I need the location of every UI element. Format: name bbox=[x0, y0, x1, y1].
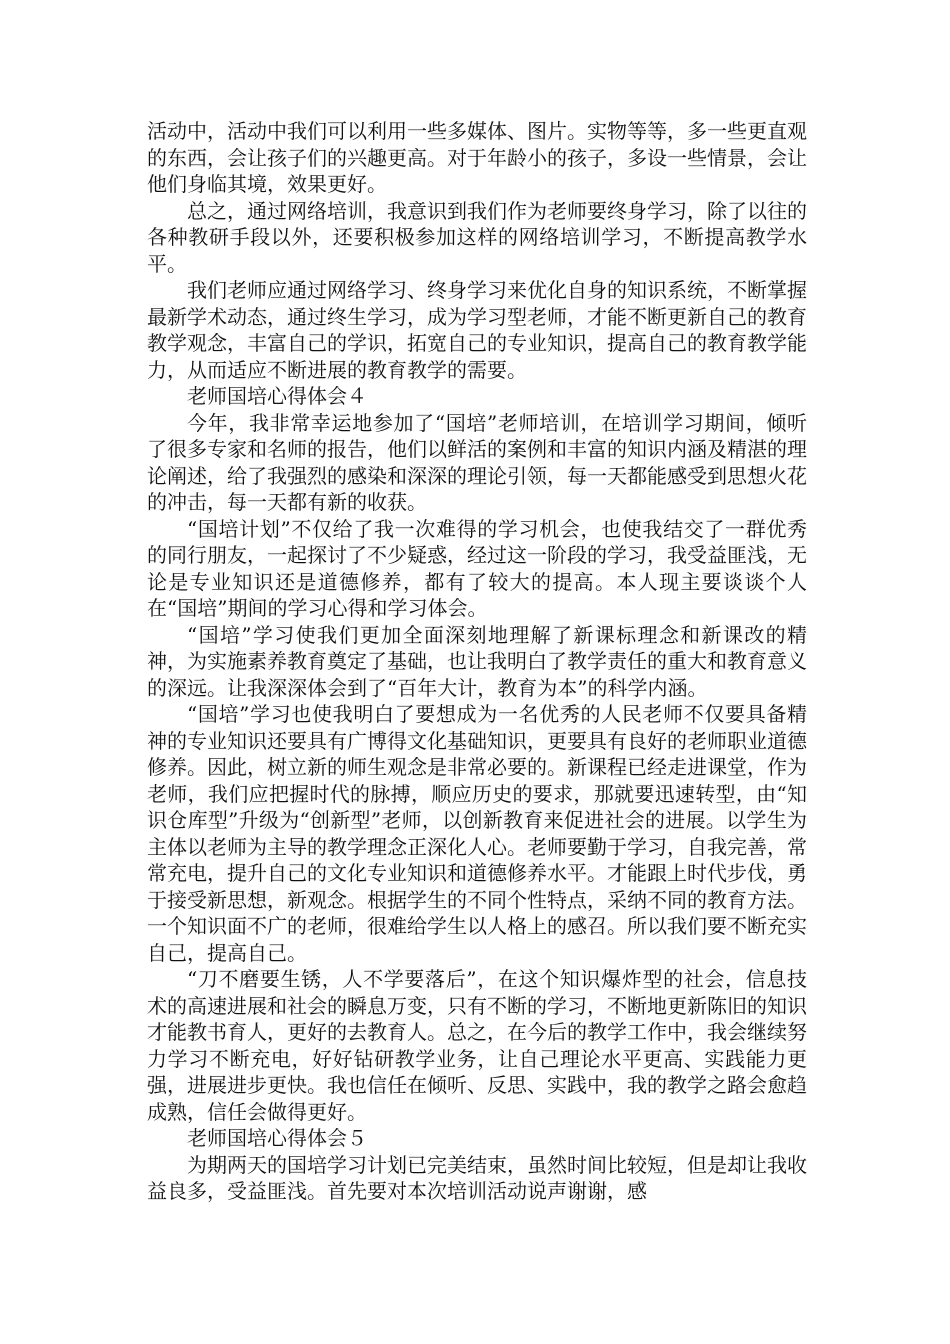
paragraph-continued: 活动中，活动中我们可以利用一些多媒体、图片。实物等等，多一些更直观的东西，会让孩子们的兴趣更高。对于年龄小的孩子，多设一些情景，会让他们身临其境，效果更好。 bbox=[147, 119, 807, 196]
paragraph-this-year: 今年，我非常幸运地参加了“国培”老师培训，在培训学习期间，倾听了很多专家和名师的报告，他们以鲜活的案例和丰富的知识内涵及精湛的理论阐述，给了我强烈的感染和深深的理论引领，每一天都能感受到思想火花的冲击，每一天都有新的收获。 bbox=[147, 410, 807, 514]
paragraph-excellent-teacher: “国培”学习也使我明白了要想成为一名优秀的人民老师不仅要具备精神的专业知识还要具有广博得文化基础知识，更要具有良好的老师职业道德修养。因此，树立新的师生观念是非常必要的。新课程已经走进课堂，作为老师，我们应把握时代的脉搏，顺应历史的要求，那就要迅速转型，由“知识仓库型”升级为“创新型”老师，以创新教育来促进社会的进展。以学生为主体以老师为主导的教学理念正深化人心。老师要勤于学习，自我完善，常常充电，提升自己的文化专业知识和道德修养水平。才能跟上时代步伐，勇于接受新思想，新观念。根据学生的不同个性特点，采纳不同的教育方法。一个知识面不广的老师，很难给学生以人格上的感召。所以我们要不断充实自己，提高自己。 bbox=[147, 702, 807, 965]
document-page bbox=[147, 118, 807, 1205]
paragraph-lifelong-learning: 我们老师应通过网络学习、终身学习来优化自身的知识系统，不断掌握最新学术动态，通过终生学习，成为学习型老师，才能不断更新自己的教育教学观念，丰富自己的学识，拓宽自己的专业知识，提高自己的教育教学能力，从而适应不断进展的教育教学的需要。 bbox=[147, 278, 807, 382]
section-heading-4: 老师国培心得体会４ bbox=[187, 384, 367, 408]
paragraph-keep-learning: “刀不磨要生锈，人不学要落后”，在这个知识爆炸型的社会，信息技术的高速进展和社会的瞬息万变，只有不断的学习，不断地更新陈旧的知识才能教书育人，更好的去教育人。总之，在今后的教学工作中，我会继续努力学习不断充电，好好钻研教学业务，让自己理论水平更高、实践能力更强，进展进步更快。我也信任在倾听、反思、实践中，我的教学之路会愈趋成熟，信任会做得更好。 bbox=[147, 967, 807, 1124]
paragraph-summary: 总之，通过网络培训，我意识到我们作为老师要终身学习，除了以往的各种教研手段以外，还要积极参加这样的网络培训学习，不断提高教学水平。 bbox=[147, 198, 807, 276]
section-heading-5: 老师国培心得体会５ bbox=[187, 1126, 367, 1150]
paragraph-new-curriculum: “国培”学习使我们更加全面深刻地理解了新课标理念和新课改的精神，为实施素养教育奠定了基础，也让我明白了教学责任的重大和教育意义的深远。让我深深体会到了“百年大计，教育为本”的科学内涵。 bbox=[147, 622, 807, 700]
paragraph-two-days: 为期两天的国培学习计划已完美结束，虽然时间比较短，但是却让我收益良多，受益匪浅。首先要对本次培训活动说声谢谢，感 bbox=[147, 1152, 807, 1203]
paragraph-guopei-plan: “国培计划”不仅给了我一次难得的学习机会，也使我结交了一群优秀的同行朋友，一起探讨了不少疑惑，经过这一阶段的学习，我受益匪浅，无论是专业知识还是道德修养，都有了较大的提高。本人现主要谈谈个人在“国培”期间的学习心得和学习体会。 bbox=[147, 516, 807, 620]
